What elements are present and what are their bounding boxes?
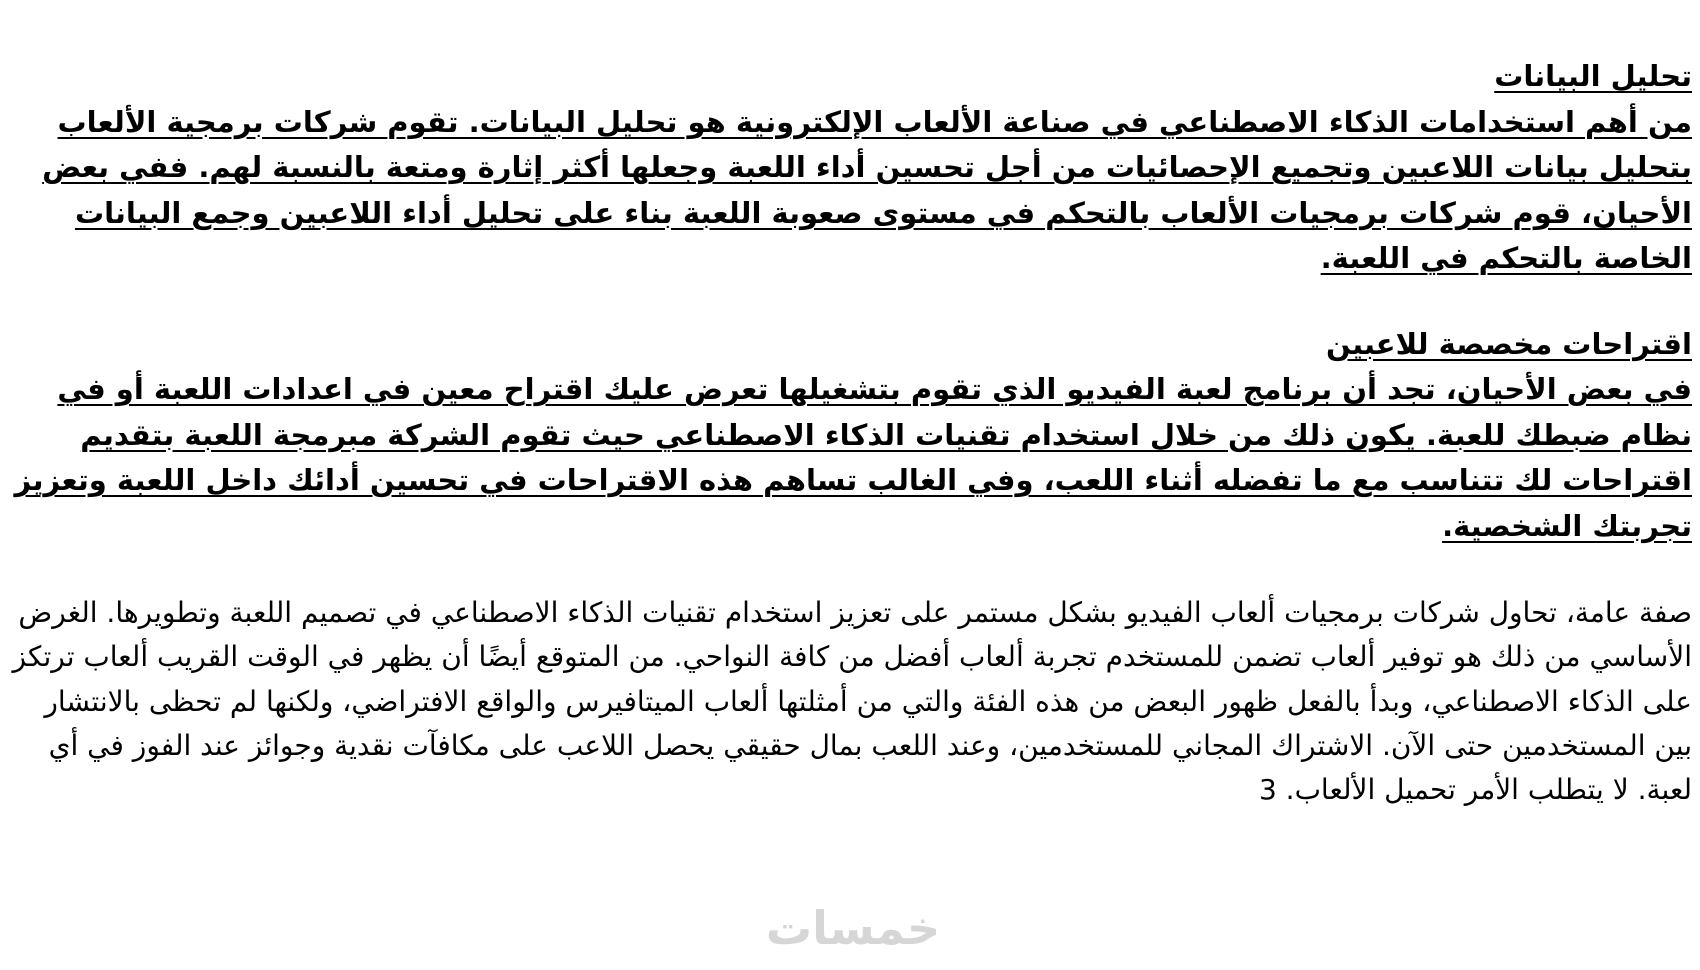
section-data-analysis <box>0 54 1700 282</box>
stray-number: 3 <box>1258 773 1277 807</box>
watermark-logo: خمسات <box>765 901 941 955</box>
section-player-suggestions <box>0 322 1700 550</box>
section-heading: تحليل البيانات <box>1494 59 1692 93</box>
section-heading: اقتراحات مخصصة للاعبين <box>1326 326 1692 361</box>
section-conclusion <box>10 591 1700 812</box>
document-page <box>0 54 1700 954</box>
section-paragraph: في بعض الأحيان، تجد أن برنامج لعبة الفيديو الذي تقوم بتشغيلها تعرض عليك اقتراح معين في اعدادات اللعبة أو في نظام ضبطك للعبة. يكون ذلك من خلال استخدام تقنيات الذكاء الاصطناعي حيث تقوم الشركة مبرمجة اللعبة بتقديم اقتراحات لك تتناسب مع ما تفضله أثناء اللعب، وفي الغالب تساهم هذه الاقتراحات في تحسين أدائك داخل اللعبة وتعزيز تجربتك الشخصية. <box>14 372 1692 543</box>
section-paragraph: من أهم استخدامات الذكاء الاصطناعي في صناعة الألعاب الإلكترونية هو تحليل البيانات. تقوم شركات برمجية الألعاب بتحليل بيانات اللاعبين وتجميع الإحصائيات من أجل تحسين أداء اللعبة وجعلها أكثر إثارة ومتعة بالنسبة لهم. ففي بعض الأحيان، قوم شركات برمجيات الألعاب بالتحكم في مستوى صعوبة اللعبة بناء على تحليل أداء اللاعبين وجمع البيانات الخاصة بالتحكم في اللعبة. <box>42 104 1692 275</box>
section-paragraph: صفة عامة، تحاول شركات برمجيات ألعاب الفيديو بشكل مستمر على تعزيز استخدام تقنيات الذكاء الاصطناعي في تصميم اللعبة وتطويرها. الغرض الأساسي من ذلك هو توفير ألعاب تضمن للمستخدم تجربة ألعاب أفضل من كافة النواحي. من المتوقع أيضًا أن يظهر في الوقت القريب ألعاب ترتكز على الذكاء الاصطناعي، وبدأ بالفعل ظهور البعض من هذه الفئة والتي من أمثلتها ألعاب الميتافيرس والواقع الافتراضي، ولكنها لم تحظى بالانتشار بين المستخدمين حتى الآن. الاشتراك المجاني للمستخدمين، وعند اللعب بمال حقيقي يحصل اللاعب على مكافآت نقدية وجوائز عند الفوز في أي لعبة. لا يتطلب الأمر تحميل الألعاب. <box>12 596 1692 807</box>
